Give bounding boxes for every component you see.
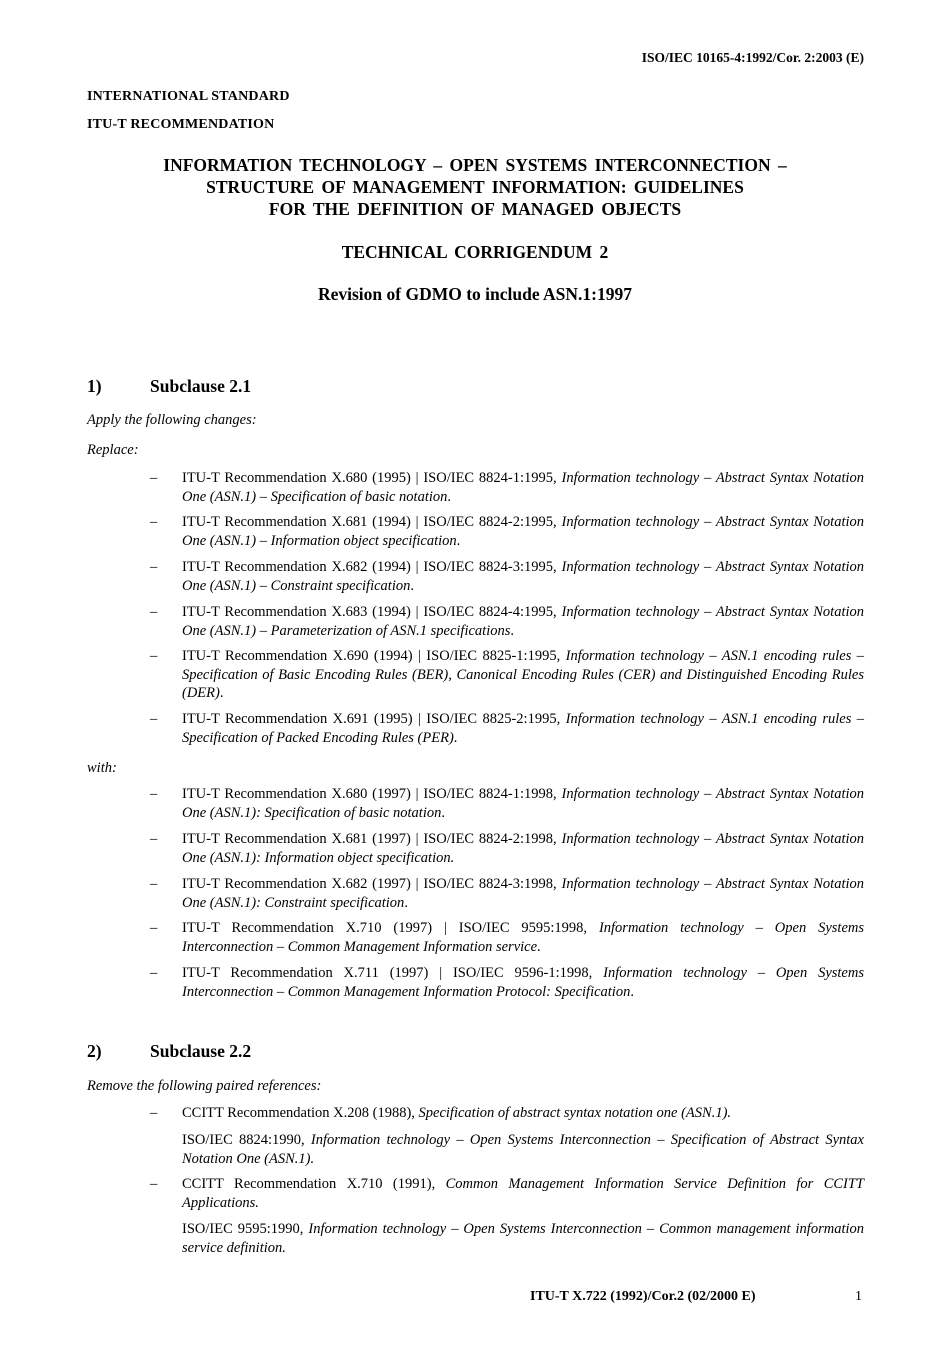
replace-label: Replace:	[87, 442, 139, 458]
reference-list-item	[150, 1104, 864, 1123]
reference-title: Information technology – Abstract Syntax Notation One (ASN.1) – Parameterization of ASN.1 specifications	[182, 604, 864, 639]
itu-t-recommendation-label: ITU-T RECOMMENDATION	[87, 117, 275, 132]
list-dash: –	[150, 604, 158, 620]
list-dash: –	[150, 470, 158, 486]
reference-title: Information technology – Open Systems Interconnection – Common Management Information service	[182, 920, 864, 955]
reference-title: Information technology – Open Systems Interconnection – Common management information service definition.	[182, 1221, 865, 1256]
header-document-reference: ISO/IEC 10165-4:1992/Cor. 2:2003 (E)	[641, 50, 864, 65]
list-dash: –	[150, 876, 158, 892]
reference-end: .	[447, 488, 452, 505]
with-label: with:	[87, 760, 117, 776]
corrigendum-heading: TECHNICAL CORRIGENDUM 2	[341, 242, 609, 262]
reference-text: ITU-T Recommendation X.682 (1997) | ISO/IEC 8824-3:1998,	[182, 876, 562, 892]
section-2-instruction: Remove the following paired references:	[87, 1078, 322, 1094]
reference-text: ITU-T Recommendation X.710 (1997) | ISO/IEC 9595:1998,	[182, 920, 599, 936]
title-line: FOR THE DEFINITION OF MANAGED OBJECTS	[268, 199, 682, 219]
list-dash: –	[150, 1105, 158, 1121]
title-line: STRUCTURE OF MANAGEMENT INFORMATION: GUIDELINES	[206, 177, 744, 197]
reference-text: ITU-T Recommendation X.691 (1995) | ISO/IEC 8825-2:1995	[182, 711, 557, 727]
reference-text: ITU-T Recommendation X.681 (1994) | ISO/IEC 8824-2:1995,	[182, 514, 562, 530]
section-2-title: Subclause 2.2	[150, 1041, 252, 1061]
list-dash: –	[150, 920, 158, 936]
reference-title: Information technology – Abstract Syntax Notation One (ASN.1): Specification of basic notation	[182, 786, 864, 821]
reference-text: ITU-T Recommendation X.682 (1994) | ISO/IEC 8824-3:1995,	[182, 559, 562, 575]
reference-text: ITU-T Recommendation X.681 (1997) | ISO/IEC 8824-2:1998,	[182, 831, 562, 847]
document-subtitle: Revision of GDMO to include ASN.1:1997	[317, 284, 633, 304]
reference-title: Specification of abstract syntax notation one (ASN.1).	[418, 1105, 732, 1121]
reference-list-item	[150, 875, 864, 912]
reference-list-item	[150, 964, 864, 1001]
reference-list-item	[150, 919, 864, 956]
reference-text: ITU-T Recommendation X.690 (1994) | ISO/IEC 8825-1:1995,	[182, 648, 566, 664]
list-dash: –	[150, 711, 158, 727]
reference-list-item	[150, 647, 864, 703]
list-dash: –	[150, 514, 158, 530]
reference-end: .	[410, 577, 414, 594]
reference-title: Information technology – Open Systems Interconnection – Common Management Information Protocol: Specification	[182, 965, 864, 1000]
reference-text: ITU-T Recommendation X.683 (1994) | ISO/IEC 8824-4:1995,	[182, 604, 562, 620]
paired-reference	[182, 1131, 864, 1168]
reference-title: Information technology – Abstract Syntax Notation One (ASN.1) – Information object specification	[182, 514, 864, 549]
section-1-title: Subclause 2.1	[150, 376, 252, 396]
section-1-instruction: Apply the following changes:	[87, 412, 257, 428]
reference-text: CCITT Recommendation X.710 (1991),	[182, 1176, 446, 1192]
reference-end: .	[630, 983, 634, 1000]
list-dash: –	[150, 965, 158, 981]
reference-list-item	[150, 1175, 864, 1212]
reference-list-item	[150, 513, 864, 550]
reference-text: CCITT Recommendation X.208 (1988),	[182, 1105, 419, 1121]
reference-text: ITU-T Recommendation X.680 (1997) | ISO/IEC 8824-1:1998,	[182, 786, 562, 802]
reference-title: Information technology – Abstract Syntax Notation One (ASN.1): Constraint specification	[182, 876, 864, 911]
reference-list-item	[150, 558, 864, 595]
reference-text: ISO/IEC 9595:1990,	[182, 1221, 309, 1237]
reference-end: .	[441, 804, 445, 821]
reference-text: ITU-T Recommendation X.711 (1997) | ISO/IEC 9596-1:1998,	[182, 965, 604, 981]
reference-end: .	[453, 729, 458, 746]
reference-text: ITU-T Recommendation X.680 (1995) | ISO/IEC 8824-1:1995,	[182, 470, 562, 486]
reference-title: Information technology – Abstract Syntax Notation One (ASN.1) – Constraint specification	[182, 559, 864, 594]
reference-text: ISO/IEC 8824:1990,	[182, 1132, 311, 1148]
reference-list-item	[150, 830, 864, 867]
reference-list-item	[150, 469, 864, 506]
reference-title: Common Management Information Service Definition for CCITT Applications.	[182, 1176, 865, 1211]
list-dash: –	[150, 1176, 158, 1192]
reference-end: .	[456, 532, 461, 549]
section-1-number: 1)	[87, 376, 102, 396]
reference-end: .	[537, 938, 541, 955]
reference-end: .	[404, 894, 408, 911]
list-dash: –	[150, 831, 158, 847]
reference-title: Information technology – Abstract Syntax Notation One (ASN.1): Information object specification.	[182, 831, 864, 866]
international-standard-label: INTERNATIONAL STANDARD	[87, 89, 290, 104]
reference-list-item	[150, 785, 864, 822]
list-dash: –	[150, 648, 158, 664]
footer-document-reference: ITU-T X.722 (1992)/Cor.2 (02/2000 E)	[530, 1289, 756, 1304]
reference-title: Information technology – Open Systems Interconnection – Specification of Abstract Syntax Notation One (ASN.1).	[182, 1132, 864, 1167]
reference-title: Information technology – Abstract Syntax Notation One (ASN.1) – Specification of basic notation	[182, 470, 864, 505]
reference-list-item	[150, 603, 864, 640]
reference-end: .	[510, 622, 514, 639]
list-dash: –	[150, 786, 158, 802]
paired-reference	[182, 1220, 864, 1257]
reference-title: , Information technology – ASN.1 encoding rules – Specification of Packed Encoding Rules (PER)	[182, 711, 864, 746]
section-2-number: 2)	[87, 1041, 102, 1061]
title-line: INFORMATION TECHNOLOGY – OPEN SYSTEMS INTERCONNECTION –	[163, 155, 787, 175]
list-dash: –	[150, 559, 158, 575]
document-title	[87, 154, 863, 220]
reference-title: Information technology – ASN.1 encoding rules – Specification of Basic Encoding Rules (BER), Canonical Encoding Rules (CER) and Distinguished Encoding Rules (DER)	[182, 648, 864, 701]
reference-end: .	[219, 685, 224, 701]
page-number: 1	[855, 1289, 862, 1304]
reference-list-item	[150, 710, 864, 747]
